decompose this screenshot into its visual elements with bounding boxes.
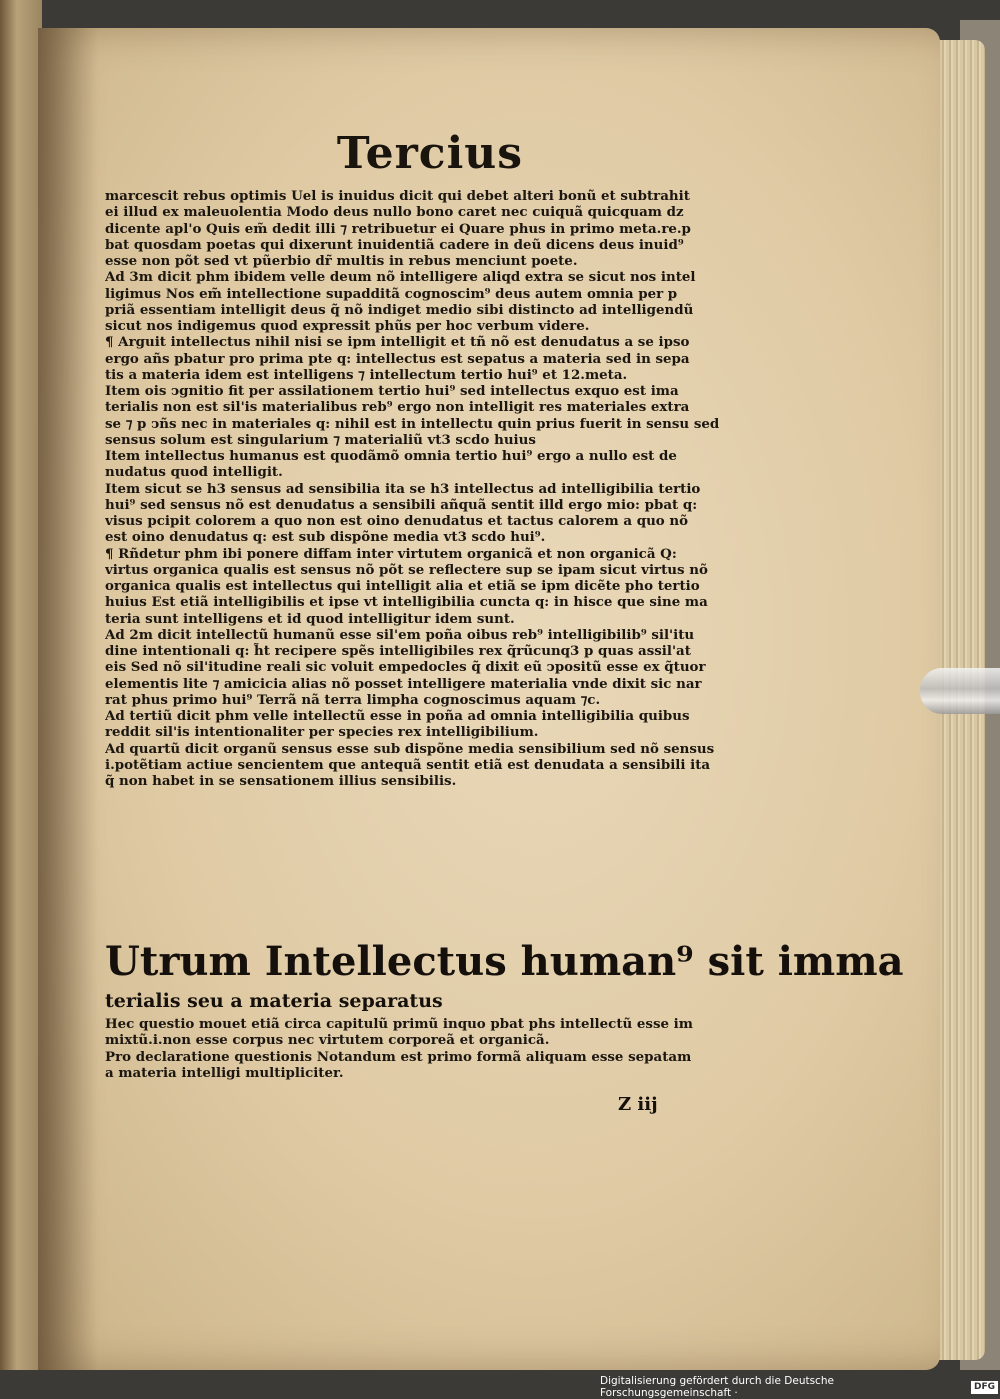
text-line: visus pcipit colorem a quo non est oino denudatus et tactus calorem a quo nõ bbox=[105, 513, 689, 529]
text-line: ergo añs pbatur pro prima pte q: intellectus est sepatus a materia sed in sepa bbox=[105, 350, 690, 367]
footer bbox=[600, 1375, 998, 1399]
text-line: Ad 3m dicit phm ibidem velle deum nõ intelligere aliqd extra se sicut nos intel bbox=[105, 269, 696, 286]
text-line: huius Est etiã intelligibilis et ipse vt intelligibilia cuncta q: in hisce que sine ma bbox=[105, 594, 708, 611]
text-line: Ad tertiũ dicit phm velle intellectũ esse in poña ad omnia intelligibilia quibus bbox=[105, 708, 690, 724]
text-line: elementis lite ⁊ amicicia alias nõ posset intelligere materialia vnde dixit sic nar bbox=[105, 675, 702, 692]
running-head: Tercius bbox=[336, 128, 524, 179]
question-text-line: Pro declaratione questionis Notandum est primo formã aliquam esse sepatam bbox=[105, 1048, 692, 1065]
text-line: ligimus Nos em̃ intellectione supadditã cognoscim⁹ deus autem omnia per p bbox=[105, 285, 678, 302]
text-line: ¶ Arguit intellectus nihil nisi se ipm intelligit et tñ nõ est denudatus a se ipso bbox=[105, 334, 690, 351]
text-line: organica qualis est intellectus qui intelligit alia et etiã se ipm dicẽte pho tertio bbox=[105, 578, 700, 594]
gutter-shadow bbox=[38, 28, 98, 1370]
question-text-block bbox=[105, 1016, 745, 1081]
text-line: dine intentionali q: h̃t recipere spẽs intelligibiles rex q̃rũcunq3 p quas assil'at bbox=[105, 643, 691, 659]
main-text-block bbox=[105, 188, 733, 789]
text-line: marcescit rebus optimis Uel is inuidus dicit qui debet alteri bonũ et subtrahit bbox=[105, 188, 690, 204]
page-clip bbox=[920, 668, 1000, 714]
signature-mark: Z iij bbox=[618, 1094, 658, 1115]
text-line: reddit sil'is intentionaliter per species rex intelligibilium. bbox=[105, 724, 539, 741]
text-line: Item ois ↄgnitio fit per assilationem tertio hui⁹ sed intellectus exquo est ima bbox=[105, 383, 679, 399]
question-subtitle: terialis seu a materia separatus bbox=[105, 990, 443, 1012]
text-line: teria sunt intelligens et id quod intelligitur idem sunt. bbox=[105, 610, 515, 627]
text-line: eis Sed nõ sil'itudine reali sic voluit empedocles q̃ dixit eũ ↄpositũ esse ex q̃tuor bbox=[105, 659, 706, 676]
text-line: sensus solum est singularium ⁊ materialiũ vt3 scdo huius bbox=[105, 431, 536, 448]
text-line: ei illud ex maleuolentia Modo deus nullo bono caret nec cuiquã quicquam dz bbox=[105, 204, 684, 221]
text-line: sicut nos indigemus quod expressit phũs per hoc verbum videre. bbox=[105, 318, 590, 334]
text-line: dicente apl'o Quis em̃ dedit illi ⁊ retribuetur ei Quare phus in primo meta.re.p bbox=[105, 220, 691, 237]
text-line: Ad 2m dicit intellectũ humanũ esse sil'em poña oibus reb⁹ intelligibilib⁹ sil'itu bbox=[105, 626, 695, 643]
left-page-edge bbox=[0, 0, 42, 1370]
text-line: Item intellectus humanus est quodãmõ omnia tertio hui⁹ ergo a nullo est de bbox=[105, 448, 677, 464]
text-line: tis a materia idem est intelligens ⁊ intellectum tertio hui⁹ et 12.meta. bbox=[105, 366, 628, 383]
footer-text: Digitalisierung gefördert durch die Deutsche Forschungsgemeinschaft · bbox=[600, 1375, 834, 1399]
text-line: bat quosdam poetas qui dixerunt inuidentiã cadere in deũ dicens deus inuid⁹ bbox=[105, 236, 684, 253]
text-line: i.potẽtiam actiue sencientem que antequã sentit etiã est denudata a sensibili ita bbox=[105, 756, 711, 773]
text-line: rat phus primo hui⁹ Terrã nã terra limpha cognoscimus aquam ⁊c. bbox=[105, 691, 601, 708]
text-line: ¶ Rñdetur phm ibi ponere diffam inter virtutem organicã et non organicã Q: bbox=[105, 545, 677, 562]
text-line: priã essentiam intelligit deus q̃ nõ indiget medio sibi distincto ad intelligendũ bbox=[105, 301, 694, 318]
dfg-logo: DFG bbox=[971, 1381, 998, 1394]
question-title: Utrum Intellectus human⁹ sit imma bbox=[105, 938, 904, 985]
text-line: terialis non est sil'is materialibus reb⁹ ergo non intelligit res materiales extra bbox=[105, 399, 690, 416]
text-line: hui⁹ sed sensus nõ est denudatus a sensibili añquã sentit illd ergo mio: pbat q: bbox=[105, 496, 698, 513]
text-line: Item sicut se h3 sensus ad sensibilia ita se h3 intellectus ad intelligibilia tertio bbox=[105, 480, 701, 497]
question-text-line: mixtũ.i.non esse corpus nec virtutem corporeã et organicã. bbox=[105, 1032, 550, 1049]
text-line: esse non põt sed vt pũerbio dr̃ multis in rebus menciunt poete. bbox=[105, 253, 578, 269]
text-line: virtus organica qualis est sensus nõ põt se reflectere sup se ipam sicut virtus nõ bbox=[105, 561, 708, 578]
text-line: q̃ non habet in se sensationem illius sensibilis. bbox=[105, 773, 457, 789]
question-text-line: a materia intelligi multipliciter. bbox=[105, 1064, 344, 1081]
question-text-line: Hec questio mouet etiã circa capitulũ primũ inquo pbat phs intellectũ esse im bbox=[105, 1016, 693, 1032]
text-line: Ad quartũ dicit organũ sensus esse sub dispõne media sensibilium sed nõ sensus bbox=[105, 740, 715, 757]
text-line: nudatus quod intelligit. bbox=[105, 464, 283, 481]
text-line: est oino denudatus q: est sub dispõne media vt3 scdo hui⁹. bbox=[105, 529, 546, 546]
text-line: se ⁊ p ↄñs nec in materiales q: nihil est in intellectu quin prius fuerit in sensu sed bbox=[105, 415, 720, 432]
